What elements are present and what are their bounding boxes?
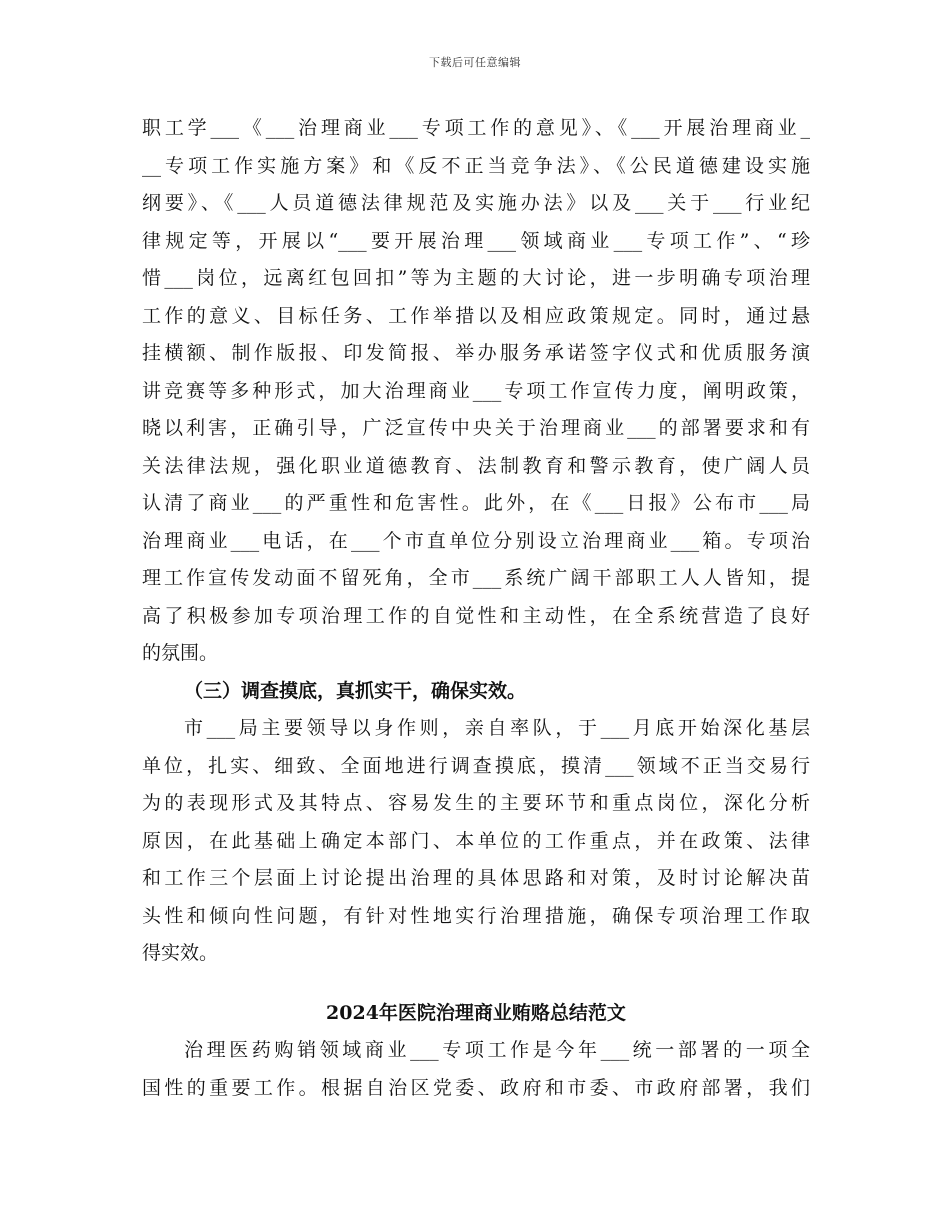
text-line: 和工作三个层面上讨论提出治理的具体思路和对策，及时讨论解决苗	[142, 867, 810, 889]
spacer	[142, 973, 810, 995]
text-line: 理工作宣传发动面不留死角，全市___系统广阔干部职工人人皆知，提	[142, 567, 810, 589]
text-line: __专项工作实施方案》和《反不正当竞争法》、《公民道德建设实施	[142, 154, 810, 177]
page-header: 下载后可任意编辑	[429, 56, 521, 69]
text-line: 纲要》、《___人员道德法律规范及实施办法》以及___关于___行业纪	[142, 192, 810, 214]
paragraph-intro	[142, 110, 810, 673]
text-line: 工作的意义、目标任务、工作举措以及相应政策规定。同时，通过悬	[142, 304, 810, 327]
text-line: 治理医药购销领域商业___专项工作是今年___统一部署的一项全	[184, 1039, 810, 1061]
text-line: 市___局主要领导以身作则，亲自率队，于___月底开始深化基层	[184, 717, 810, 739]
text-line: 得实效。	[142, 942, 219, 964]
text-line: 职工学___《___治理商业___专项工作的意见》、《___开展治理商业_	[142, 117, 810, 139]
paragraph-section-three	[142, 710, 810, 973]
text-line: 头性和倾向性问题，有针对性地实行治理措施，确保专项治理工作取	[142, 904, 810, 927]
text-line: 惜___岗位，远离红包回扣”等为主题的大讨论，进一步明确专项治理	[142, 267, 810, 289]
text-line: 讲竞赛等多种形式，加大治理商业___专项工作宣传力度，阐明政策，	[142, 379, 810, 402]
article-title: 2024年医院治理商业贿赂总结范文	[326, 1001, 626, 1024]
text-line: 认清了商业___的严重性和危害性。此外，在《___日报》公布市___局	[142, 492, 810, 514]
text-line: 治理商业___电话，在___个市直单位分别设立治理商业___箱。专项治	[142, 529, 810, 552]
text-line: 国性的重要工作。根据自治区党委、政府和市委、市政府部署，我们	[142, 1076, 810, 1099]
text-line: 律规定等，开展以“___要开展治理___领域商业___专项工作”、“珍	[142, 229, 810, 252]
section-heading: （三）调查摸底，真抓实干，确保实效。	[184, 679, 527, 702]
text-line: 单位，扎实、细致、全面地进行调查摸底，摸清___领域不正当交易行	[142, 754, 810, 777]
text-line: 为的表现形式及其特点、容易发生的主要环节和重点岗位，深化分析	[142, 792, 810, 814]
text-line: 晓以利害，正确引导，广泛宣传中央关于治理商业___的部署要求和有	[142, 417, 810, 439]
text-line: 的氛围。	[142, 642, 219, 664]
paragraph-article	[142, 1032, 810, 1107]
text-line: 高了积极参加专项治理工作的自觉性和主动性，在全系统营造了良好	[142, 604, 810, 627]
text-line: 挂横额、制作版报、印发简报、举办服务承诺签字仪式和优质服务演	[142, 342, 810, 364]
text-line: 关法律法规，强化职业道德教育、法制教育和警示教育，使广阔人员	[142, 454, 810, 477]
text-line: 原因，在此基础上确定本部门、本单位的工作重点，并在政策、法律	[142, 829, 810, 852]
document-body	[142, 110, 810, 1107]
